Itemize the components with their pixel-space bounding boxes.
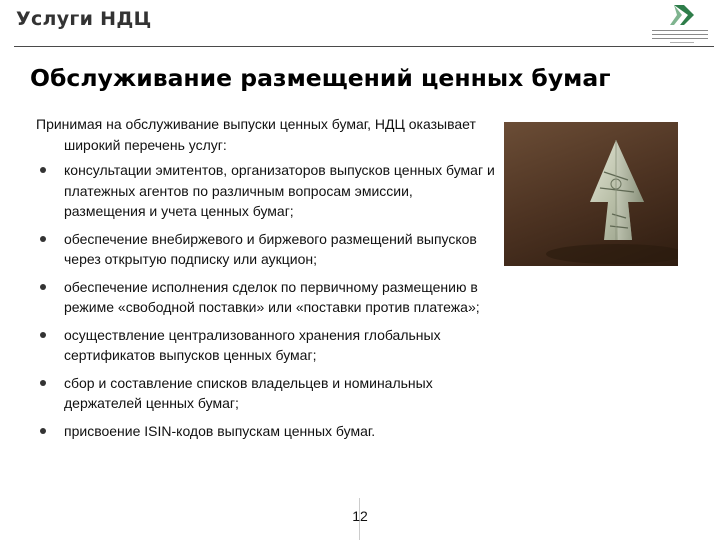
list-item: [36, 160, 496, 222]
bullet-dot-icon: [40, 380, 46, 386]
slide-body: [36, 114, 496, 448]
dollar-origami-arrow-photo: [504, 122, 678, 266]
list-item: [36, 421, 496, 442]
list-item-text: осуществление централизованного хранения глобальных сертификатов выпусков ценных бумаг;: [64, 326, 441, 363]
list-item-text: обеспечение внебиржевого и биржевого размещений выпусков через открытую подписку или аукцион;: [64, 230, 477, 267]
header-divider: [14, 46, 714, 47]
list-item-text: присвоение ISIN-кодов выпускам ценных бумаг.: [64, 422, 376, 439]
intro-text: Принимая на обслуживание выпуски ценных бумаг, НДЦ оказывает широкий перечень услуг:: [36, 116, 476, 153]
bullet-dot-icon: [40, 428, 46, 434]
list-item: [36, 277, 496, 318]
list-item-text: консультации эмитентов, организаторов выпусков ценных бумаг и платежных агентов по различным вопросам эмиссии, размещения и учета ценных бумаг;: [64, 162, 495, 219]
page-number: 12: [352, 508, 368, 524]
bullet-dot-icon: [40, 284, 46, 290]
services-list: [36, 160, 496, 441]
ndc-logo-icon: [644, 2, 716, 46]
list-item-text: обеспечение исполнения сделок по первичному размещению в режиме «свободной поставки» или «поставки против платежа»;: [64, 278, 480, 315]
header-title: Услуги НДЦ: [16, 8, 152, 30]
slide-title: Обслуживание размещений ценных бумаг: [30, 64, 611, 92]
bullet-dot-icon: [40, 236, 46, 242]
list-item: [36, 229, 496, 270]
list-item-text: сбор и составление списков владельцев и номинальных держателей ценных бумаг;: [64, 374, 433, 411]
list-item: [36, 325, 496, 366]
bullet-dot-icon: [40, 332, 46, 338]
list-item: [36, 373, 496, 414]
bullet-dot-icon: [40, 167, 46, 173]
